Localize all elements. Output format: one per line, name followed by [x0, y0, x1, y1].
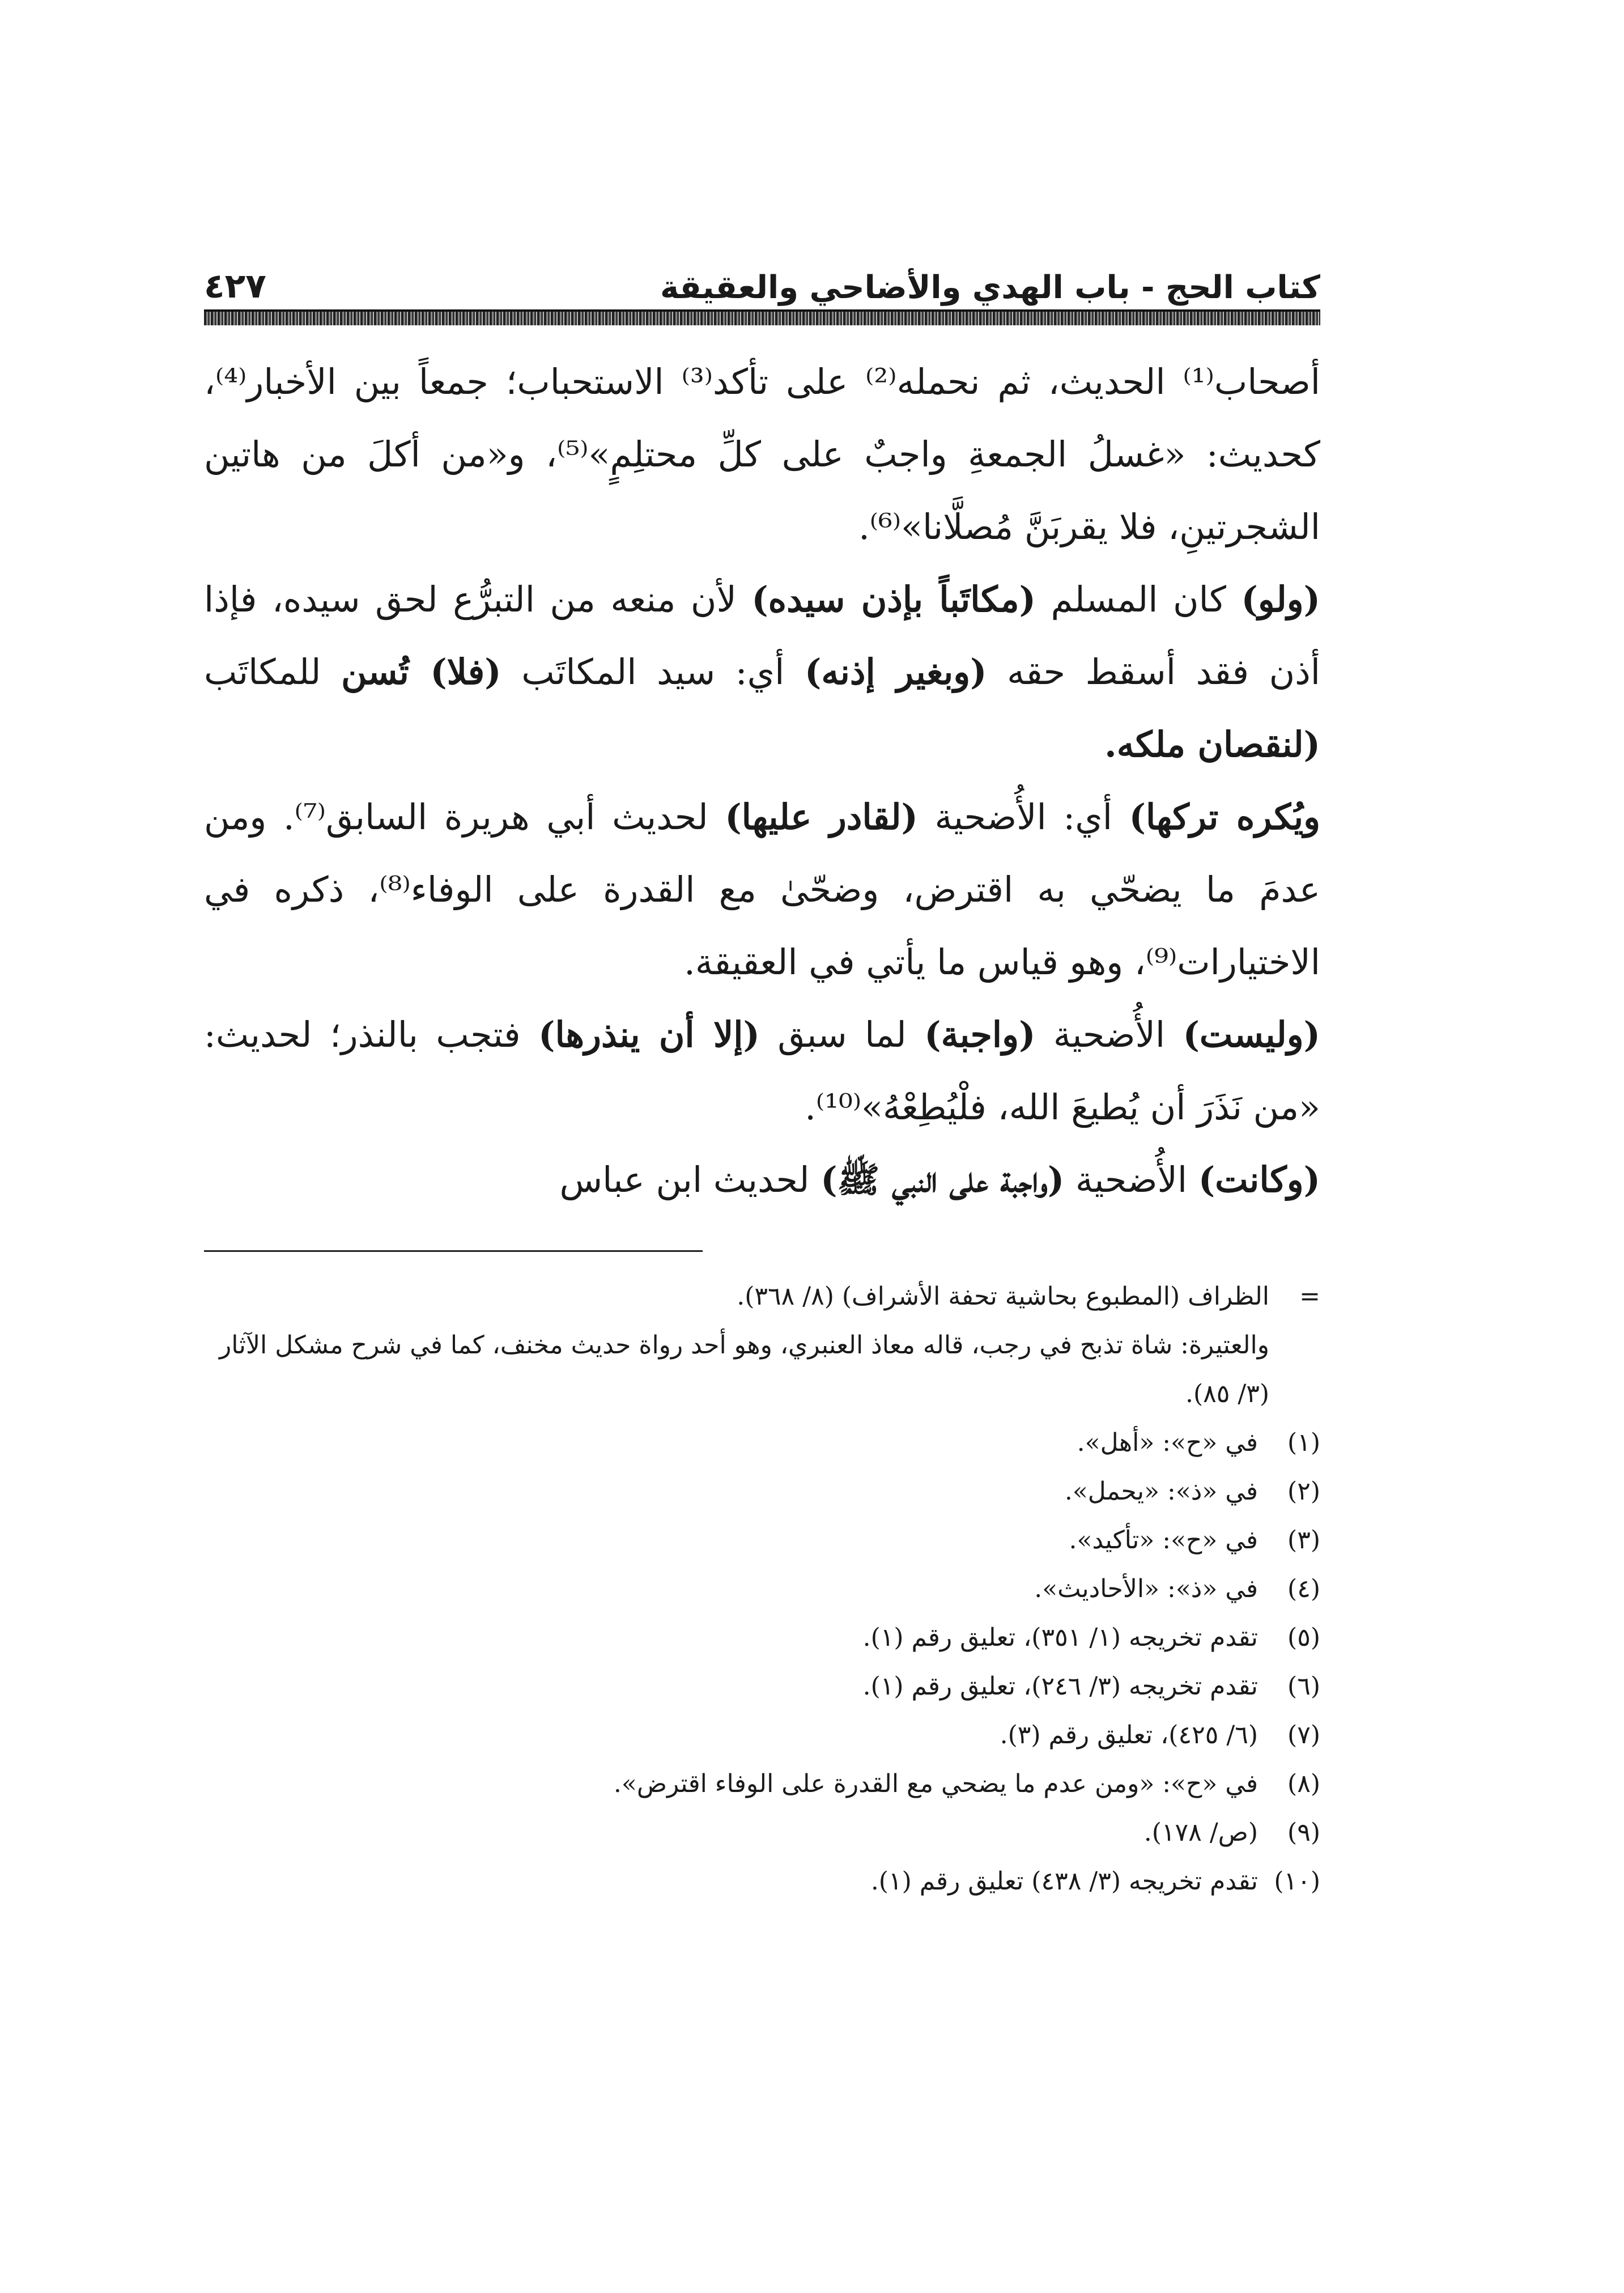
bold-matn: ويُكره تركها): [1129, 796, 1321, 838]
footnote-number: (٥): [1287, 1623, 1320, 1652]
footnote-number: (٧): [1287, 1721, 1320, 1750]
footnote-text: (ص/ ١٧٨).: [1143, 1818, 1258, 1847]
footnote-number: (٦): [1287, 1672, 1320, 1701]
footnote-list: [204, 1419, 1320, 1906]
page-header: [204, 244, 1320, 306]
page-number: ٤٢٧: [204, 266, 266, 306]
bold-matn: (وبغير إذنه): [805, 651, 987, 693]
footnote-item: [204, 1808, 1320, 1857]
footnote-text: في «ذ»: «الأحاديث».: [1034, 1574, 1258, 1603]
footnote-number: (٣): [1287, 1526, 1320, 1555]
commentary-text: فتجب بالنذر؛ لحديث: «من نَذَرَ أن يُطيعَ الله، فلْيُطِعْهُ»⁽¹⁰⁾.: [204, 1014, 1320, 1128]
footnote-number: (٤): [1287, 1574, 1320, 1603]
bold-matn: (وليست): [1183, 1014, 1320, 1055]
commentary-text: لحديث ابن عباس: [559, 1159, 810, 1200]
commentary-text: لما سبق: [777, 1014, 907, 1055]
footnote-separator: [204, 1250, 703, 1252]
commentary-text: أي: سيد المكاتَب: [521, 651, 785, 693]
paragraph-4: [204, 999, 1320, 1144]
footnote-text: في «ح»: «ومن عدم ما يضحي مع القدرة على الوفاء اقترض».: [613, 1769, 1258, 1798]
commentary-text: لحديث أبي هريرة السابق⁽⁷⁾. ومن عدمَ ما يضحّي به اقترض، وضحّىٰ مع القدرة على الوفاء⁽⁸⁾، ذكره في الاختيارات⁽⁹⁾، وهو قياس ما يأتي في العقيقة.: [204, 796, 1320, 983]
footnote-text: الظراف (المطبوع بحاشية تحفة الأشراف) (٨/ ٣٦٨).: [737, 1282, 1269, 1311]
bold-matn: (فلا) تُسن: [341, 651, 501, 693]
commentary-text: للمكاتَب: [204, 651, 321, 693]
bold-matn: (إلا أن ينذرها): [538, 1014, 760, 1055]
commentary-text: كان المسلم: [1051, 579, 1226, 620]
footnote-item: [204, 1565, 1320, 1613]
footnote-item: [204, 1711, 1320, 1760]
footnote-item: [204, 1613, 1320, 1662]
main-text: [204, 346, 1320, 1216]
footnote-item: [204, 1662, 1320, 1711]
footnote-item: [204, 1467, 1320, 1516]
bold-matn: (وكانت): [1198, 1159, 1320, 1200]
paragraph-3: [204, 781, 1320, 999]
paragraph-1: أصحاب⁽¹⁾ الحديث، ثم نحمله⁽²⁾ على تأكد⁽³⁾ الاستحباب؛ جمعاً بين الأخبار⁽⁴⁾، كحديث: «غسلُ الجمعةِ واجبٌ على كلِّ محتلِمٍ»⁽⁵⁾، و«من أكلَ من هاتين الشجرتينِ، فلا يقربَنَّ مُصلَّانا»⁽⁶⁾.: [204, 361, 1321, 547]
commentary-text: أي: الأُضحية: [934, 796, 1112, 838]
running-title: كتاب الحج - باب الهدي والأضاحي والعقيقة: [660, 269, 1320, 306]
book-page: [204, 244, 1320, 1906]
footnote-text: في «ذ»: «يحمل».: [1064, 1477, 1258, 1506]
footnote-continuation: [204, 1272, 1320, 1419]
footnote-text: تقدم تخريجه (١/ ٣٥١)، تعليق رقم (١).: [862, 1623, 1258, 1652]
footnote-text: في «ح»: «تأكيد».: [1069, 1526, 1258, 1555]
bold-matn: (واجبة): [924, 1014, 1036, 1055]
bold-matn: (واجبة على النبي ﷺ): [820, 1159, 1065, 1200]
footnote-text: تقدم تخريجه (٣/ ٢٤٦)، تعليق رقم (١).: [862, 1672, 1258, 1701]
bold-matn: (لنقصان ملكه.: [1104, 724, 1320, 765]
footnote-number: (١٠): [1274, 1867, 1320, 1896]
footnote-number: (٢): [1287, 1477, 1320, 1506]
bold-matn: (مكاتَباً بإذن سيده): [751, 579, 1036, 620]
commentary-text: الأُضحية: [1053, 1014, 1166, 1055]
footnote-number: (١): [1287, 1428, 1320, 1457]
footnotes: [204, 1272, 1320, 1906]
continuation-mark: =: [1299, 1282, 1320, 1311]
footnote-item: [204, 1419, 1320, 1467]
footnote-item: [204, 1760, 1320, 1808]
footnote-number: (٨): [1287, 1769, 1320, 1798]
bold-matn: (ولو): [1241, 579, 1320, 620]
footnote-text: تقدم تخريجه (٣/ ٤٣٨) تعليق رقم (١).: [870, 1867, 1258, 1896]
commentary-text: لأن منعه من التبرُّع لحق سيده، فإذا أذن فقد أسقط حقه: [204, 579, 1320, 693]
footnote-text: (٦/ ٤٢٥)، تعليق رقم (٣).: [1000, 1721, 1258, 1750]
footnote-text: في «ح»: «أهل».: [1077, 1428, 1258, 1457]
commentary-text: الأُضحية: [1075, 1159, 1188, 1200]
footnote-number: (٩): [1287, 1818, 1320, 1847]
footnote-text: والعتيرة: شاة تذبح في رجب، قاله معاذ العنبري، وهو أحد رواة حديث مخنف، كما في شرح مشكل الآثار (٣/ ٨٥).: [219, 1331, 1269, 1408]
paragraph-5: [204, 1144, 1320, 1216]
footnote-item: [204, 1516, 1320, 1565]
paragraph-2: [204, 563, 1320, 781]
footnote-item: [204, 1857, 1320, 1906]
header-rule: [204, 309, 1320, 325]
bold-matn: (لقادر عليها): [725, 796, 918, 838]
